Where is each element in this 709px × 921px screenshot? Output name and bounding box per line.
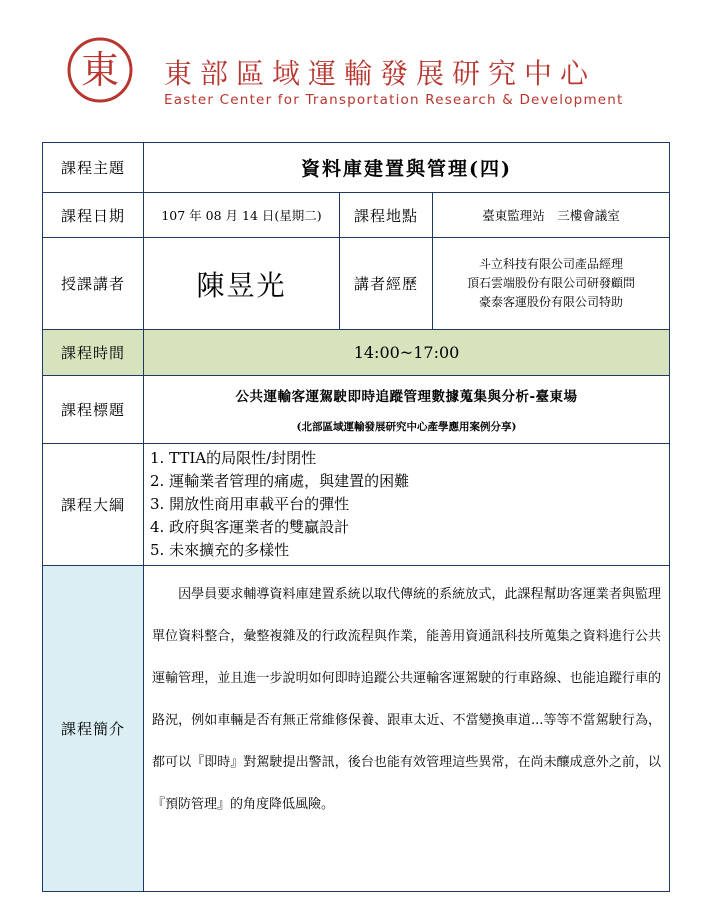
lecturer-label: 授課講者 — [43, 238, 144, 330]
course-table — [42, 142, 670, 892]
outline-list — [144, 447, 669, 562]
intro-label: 課程簡介 — [43, 566, 144, 892]
outline-item: 5. 未來擴充的多樣性 — [150, 541, 290, 559]
experience-line: 斗立科技有限公司產品經理 — [479, 257, 624, 271]
logo-char: 東 — [80, 48, 120, 92]
location-label: 課程地點 — [340, 193, 433, 238]
topic-label: 課程主題 — [43, 143, 144, 193]
lecturer-experience — [433, 238, 670, 330]
subject-main: 公共運輸客運駕駛即時追蹤管理數據蒐集與分析-臺東場 — [235, 389, 578, 405]
experience-label: 講者經歷 — [340, 238, 433, 330]
lecturer-row — [43, 238, 670, 330]
time-row — [43, 330, 670, 376]
org-name-en: Easter Center for Transportation Research & Development — [164, 92, 624, 108]
outline-item: 3. 開放性商用車載平台的彈性 — [150, 495, 350, 513]
course-outline — [144, 444, 670, 566]
topic-row — [43, 143, 670, 193]
date-row — [43, 193, 670, 238]
outline-item: 2. 運輸業者管理的痛處，與建置的困難 — [150, 472, 410, 490]
experience-line: 頂石雲端股份有限公司研發顧問 — [467, 276, 636, 290]
lecturer-name: 陳昱光 — [144, 238, 340, 330]
outline-item: 1. TTIA的局限性/封閉性 — [150, 449, 317, 467]
experience-line: 豪泰客運股份有限公司特助 — [479, 295, 624, 309]
outline-label: 課程大綱 — [43, 444, 144, 566]
course-topic: 資料庫建置與管理(四) — [144, 143, 670, 193]
course-date: 107 年 08 月 14 日(星期二) — [144, 193, 340, 238]
outline-item: 4. 政府與客運業者的雙贏設計 — [150, 518, 350, 536]
course-intro: 因學員要求輔導資料庫建置系統以取代傳統的系統放式，此課程幫助客運業者與監理單位資料整合，彙整複雜及的行政流程與作業，能善用資通訊科技所蒐集之資料進行公共運輸管理，並且進一步說明如何即時追蹤公共運輸客運駕駛的行車路線、也能追蹤行車的路況，例如車輛是否有無正常維修保養、跟車太近、不當變換車道...等等不當駕駛行為，都可以『即時』對駕駛提出警訊，後台也能有效管理這些異常，在尚未釀成意外之前，以『預防管理』的角度降低風險。 — [144, 566, 670, 892]
course-location: 臺東監理站 三樓會議室 — [433, 193, 670, 238]
course-subject — [144, 376, 670, 444]
course-time: 14:00~17:00 — [144, 330, 670, 376]
intro-row — [43, 566, 670, 892]
header — [0, 0, 709, 140]
subject-row — [43, 376, 670, 444]
date-label: 課程日期 — [43, 193, 144, 238]
outline-row — [43, 444, 670, 566]
center-logo — [66, 36, 134, 104]
subject-sub: (北部區域運輸發展研究中心產學應用案例分享) — [296, 421, 517, 433]
subject-label: 課程標題 — [43, 376, 144, 444]
time-label: 課程時間 — [43, 330, 144, 376]
org-name-zh: 東部區域運輸發展研究中心 — [164, 57, 597, 90]
